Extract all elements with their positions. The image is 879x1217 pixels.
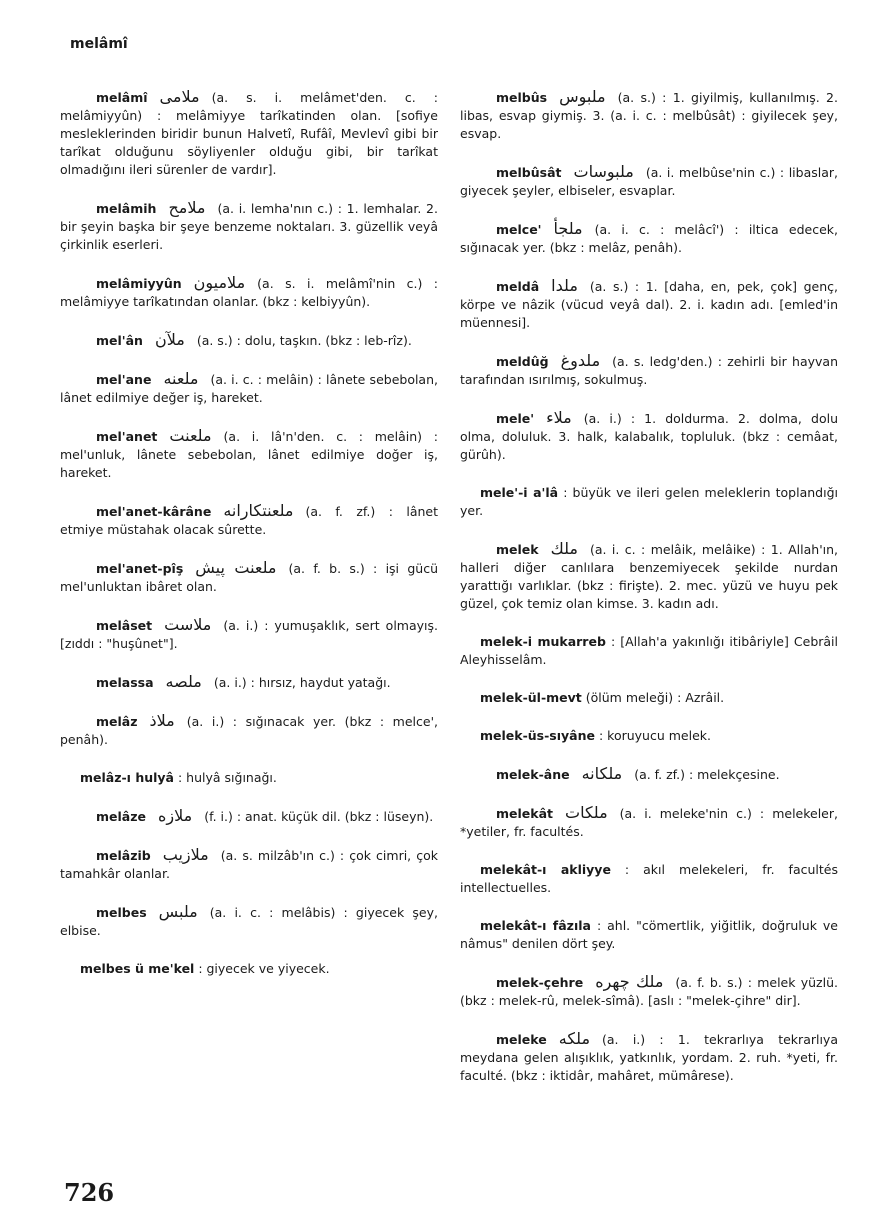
headword: mel'anet-pîş: [96, 561, 184, 576]
definition: (a. i. lemha'nın c.) : 1. lemhalar. 2. bir şeyin başka bir şeye benzeme noktaları. 3. güzellik veyâ çirkinlik eserleri.: [60, 201, 438, 252]
dictionary-entry: [60, 331, 438, 350]
definition: : hulyâ sığınağı.: [177, 770, 277, 785]
definition: (a. i. c. : melâin) : lânete sebebolan, lânet edilmiye değer iş, hareket.: [60, 372, 438, 405]
definition: (f. i.) : anat. küçük dil. (bkz : lüseyn).: [204, 809, 434, 824]
dictionary-entry: [460, 765, 838, 784]
headword: melâmî: [96, 90, 148, 105]
headword: melek-çehre: [496, 975, 584, 990]
dictionary-entry: [60, 616, 438, 653]
dictionary-entry: [60, 769, 438, 787]
dictionary-entry: [60, 846, 438, 883]
dictionary-entry: [460, 88, 838, 143]
dictionary-entry: [460, 220, 838, 257]
left-column: [60, 88, 438, 998]
headword: meldâ: [496, 279, 540, 294]
definition: (a. f. zf.) : lânet etmiye müstahak olacak sûrette.: [60, 504, 438, 537]
definition: (a. s. ledg'den.) : zehirli bir hayvan tarafından ısırılmış, sokulmuş.: [460, 354, 838, 387]
definition: (a. s.) : 1. giyilmiş, kullanılmış. 2. libas, esvap giymiş. 3. (a. i. c. : melbûsât) : giyilecek şey, esvap.: [460, 90, 838, 141]
definition: (a. i. c. : melâik, melâike) : 1. Allah'ın, halleri diğer canlılara benzemiyecek şekilde nurdan yarattığı varlıklar. (bkz : firişte). 2. mec. yüzü ve huyu pek güzel, çok temiz olan kimse. 3. kadın adı.: [460, 542, 838, 611]
arabic-script: ملكانه: [581, 764, 623, 783]
headword: melek-ül-mevt: [480, 690, 582, 705]
dictionary-entry: [60, 807, 438, 826]
definition: (a. i.) : hırsız, haydut yatağı.: [213, 675, 391, 690]
dictionary-entry: [460, 1030, 838, 1085]
arabic-script: ملك چهره: [595, 972, 664, 991]
arabic-script: ملاست: [164, 615, 212, 634]
dictionary-entry: [60, 712, 438, 749]
arabic-script: ملاذ: [149, 711, 175, 730]
arabic-script: ملعنت پيش: [195, 558, 277, 577]
dictionary-entry: [60, 88, 438, 179]
arabic-script: ملامح: [168, 198, 206, 217]
arabic-script: ملاء: [546, 408, 572, 427]
dictionary-entry: [460, 540, 838, 613]
headword: melâset: [96, 618, 153, 633]
dictionary-entry: [460, 861, 838, 897]
arabic-script: ملكه: [558, 1029, 591, 1048]
arabic-script: ملعنه: [163, 369, 199, 388]
definition: (a. s. i. melâmet'den. c. : melâmiyyûn) : melâmiyye tarîkatinden olan. [sofiye mesleklerinden biridir bunun Halvetî, Rufâî, Mevlevî gibi bir tarîkat olduğunu söyliyenler olduğu gibi, bir tarîkat olmadığını ileri sürenler de vardır].: [60, 90, 438, 177]
dictionary-entry: [60, 960, 438, 978]
headword: melâmiyyûn: [96, 276, 182, 291]
headword: melbûs: [496, 90, 548, 105]
headword: meleke: [496, 1032, 547, 1047]
dictionary-entry: [460, 277, 838, 332]
arabic-script: ملعنتكارانه: [223, 501, 294, 520]
headword: meldûğ: [496, 354, 549, 369]
definition: (a. i.) : sığınacak yer. (bkz : melce', penâh).: [60, 714, 438, 747]
headword: mele': [496, 411, 535, 426]
arabic-script: ملازيب: [162, 845, 209, 864]
definition: (a. f. zf.) : melekçesine.: [634, 767, 780, 782]
headword: melce': [496, 222, 542, 237]
arabic-script: ملبوس: [559, 87, 606, 106]
definition: (a. s. i. melâmî'nin c.) : melâmiyye tarîkatından olanlar. (bkz : kelbiyyûn).: [60, 276, 438, 309]
headword: melâzib: [96, 848, 151, 863]
headword: melek-âne: [496, 767, 570, 782]
definition: : giyecek ve yiyecek.: [198, 961, 330, 976]
headword: mel'ane: [96, 372, 152, 387]
definition: (a. f. b. s.) : işi gücü mel'unluktan ibâret olan.: [60, 561, 438, 594]
headword: melekât: [496, 806, 553, 821]
dictionary-entry: [60, 673, 438, 692]
arabic-script: ملجأ: [553, 219, 583, 238]
definition: (a. i. meleke'nin c.) : melekeler, *yetiler, fr. facultés.: [460, 806, 838, 839]
definition: (a. i. c. : melâcî') : iltica edecek, sığınacak yer. (bkz : melâz, penâh).: [460, 222, 838, 255]
headword: melbes ü me'kel: [80, 961, 195, 976]
headword: melâz-ı hulyâ: [80, 770, 174, 785]
running-head: melâmî: [70, 36, 128, 52]
arabic-script: ملعنت: [169, 426, 212, 445]
headword: melekât-ı akliyye: [480, 862, 611, 877]
headword: melek: [496, 542, 539, 557]
definition: (a. s.) : dolu, taşkın. (bkz : leb-rîz).: [196, 333, 412, 348]
arabic-script: ملصه: [165, 672, 202, 691]
arabic-script: ملامى: [159, 87, 200, 106]
dictionary-entry: [60, 274, 438, 311]
headword: mel'anet-kârâne: [96, 504, 212, 519]
headword: melekât-ı fâzıla: [480, 918, 591, 933]
definition: (ölüm meleği) : Azrâil.: [585, 690, 725, 705]
dictionary-entry: [460, 484, 838, 520]
dictionary-entry: [60, 559, 438, 596]
dictionary-entry: [60, 502, 438, 539]
headword: melbes: [96, 905, 147, 920]
arabic-script: ملبس: [158, 902, 198, 921]
dictionary-entry: [460, 689, 838, 707]
dictionary-entry: [460, 352, 838, 389]
definition: (a. i. lâ'n'den. c. : melâin) : mel'unluk, lânete sebebolan, lânet edilmiye doğer iş, hareket.: [60, 429, 438, 480]
headword: mele'-i a'lâ: [480, 485, 559, 500]
definition: : akıl melekeleri, fr. facultés intellectuelles.: [460, 862, 838, 895]
headword: melek-üs-sıyâne: [480, 728, 595, 743]
headword: mel'anet: [96, 429, 158, 444]
arabic-script: ملازه: [157, 806, 193, 825]
arabic-script: ملدا: [551, 276, 578, 295]
dictionary-entry: [460, 163, 838, 200]
definition: : koruyucu melek.: [598, 728, 711, 743]
definition: (a. s.) : 1. [daha, en, pek, çok] genç, körpe ve nâzik (vücud veyâ dal). 2. i. kadın adı. [emled'in müennesi].: [460, 279, 838, 330]
headword: melek-i mukarreb: [480, 634, 606, 649]
arabic-script: ملبوسات: [573, 162, 634, 181]
headword: melassa: [96, 675, 154, 690]
definition: : büyük ve ileri gelen meleklerin toplandığı yer.: [460, 485, 838, 518]
definition: : [Allah'a yakınlığı itibâriyle] Cebrâil Aleyhisselâm.: [460, 634, 838, 667]
definition: (a. i.) : 1. doldurma. 2. dolma, dolu olma, doluluk. 3. halk, kalabalık, topluluk. (bkz : cemâat, gürûh).: [460, 411, 838, 462]
headword: mel'ân: [96, 333, 143, 348]
headword: melbûsât: [496, 165, 562, 180]
right-column: [460, 88, 838, 1105]
definition: (a. i. c. : melâbis) : giyecek şey, elbise.: [60, 905, 438, 938]
headword: melâz: [96, 714, 138, 729]
arabic-script: ملآن: [154, 330, 185, 349]
dictionary-entry: [460, 917, 838, 953]
dictionary-entry: [460, 633, 838, 669]
definition: (a. s. milzâb'ın c.) : çok cimri, çok tamahkâr olanlar.: [60, 848, 438, 881]
arabic-script: ملاميون: [193, 273, 246, 292]
headword: melâmih: [96, 201, 157, 216]
arabic-script: ملك: [550, 539, 578, 558]
definition: (a. i.) : yumuşaklık, sert olmayış. [zıddı : "huşûnet"].: [60, 618, 438, 651]
arabic-script: ملدوغ: [560, 351, 601, 370]
dictionary-entry: [460, 804, 838, 841]
dictionary-entry: [460, 973, 838, 1010]
dictionary-entry: [60, 199, 438, 254]
dictionary-entry: [460, 727, 838, 745]
dictionary-entry: [460, 409, 838, 464]
headword: melâze: [96, 809, 146, 824]
dictionary-entry: [60, 903, 438, 940]
dictionary-entry: [60, 370, 438, 407]
definition: (a. i. melbûse'nin c.) : libaslar, giyecek şeyler, elbiseler, esvaplar.: [460, 165, 838, 198]
page-number: 726: [64, 1178, 115, 1207]
dictionary-entry: [60, 427, 438, 482]
definition: : ahl. "cömertlik, yiğitlik, doğruluk ve nâmus" denilen dört şey.: [460, 918, 838, 951]
definition: (a. i.) : 1. tekrarlıya tekrarlıya meydana gelen alışıklık, yatkınlık, yordam. 2. ruh. *yeti, fr. faculté. (bkz : iktidâr, mahâret, mümârese).: [460, 1032, 838, 1083]
arabic-script: ملكات: [565, 803, 608, 822]
definition: (a. f. b. s.) : melek yüzlü. (bkz : melek-rû, melek-sîmâ). [aslı : "melek-çihre" dir].: [460, 975, 838, 1008]
